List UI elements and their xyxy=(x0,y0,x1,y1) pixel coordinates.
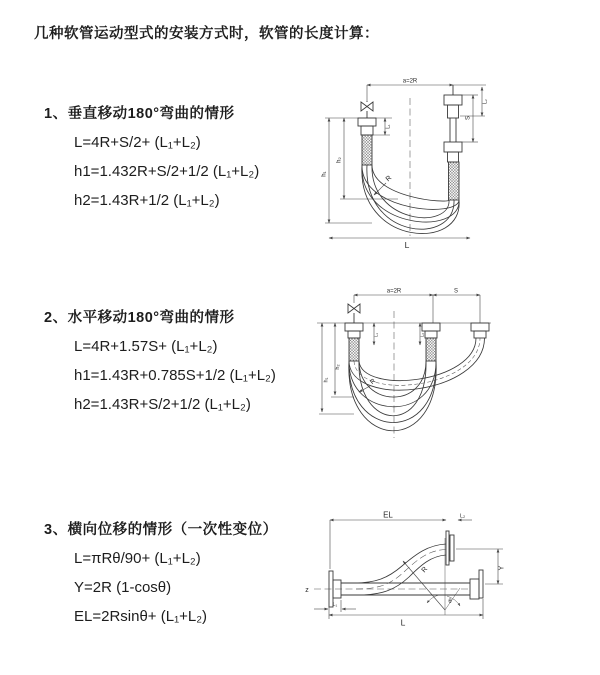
section-2-formula-h2: h2=1.43R+S/2+1/2 (L₁+L₂) xyxy=(74,396,251,413)
section-1-formula-h1: h1=1.432R+S/2+1/2 (L₁+L₂) xyxy=(74,163,260,180)
d2-fittings xyxy=(345,304,489,361)
d1-label-s: S xyxy=(465,115,472,121)
diagram-2-drawing xyxy=(310,283,600,468)
diagram-1-drawing xyxy=(312,72,592,272)
d3-label-l2: L₂ xyxy=(460,513,466,520)
d2-label-s: S xyxy=(453,288,459,295)
page-title: 几种软管运动型式的安装方式时，软管的长度计算： xyxy=(34,26,379,42)
d3-label-theta: θ xyxy=(448,599,452,605)
d1-labels xyxy=(322,79,489,251)
d1-label-r: R xyxy=(384,174,394,184)
d1-label-l: L xyxy=(404,240,410,250)
section-3-formula-EL: EL=2Rsinθ+ (L₁+L₂) xyxy=(74,608,208,625)
d3-label-l1: L₁ xyxy=(332,602,338,608)
d1-label-l2: L₂ xyxy=(482,99,489,104)
d2-dimensions xyxy=(317,295,491,414)
section-3-formula-L: L=πRθ/90+ (L₁+L₂) xyxy=(74,550,201,567)
section-2-heading: 2、水平移动180°弯曲的情形 xyxy=(44,310,235,326)
d1-label-a2r: a=2R xyxy=(402,78,418,85)
section-1-heading: 1、垂直移动180°弯曲的情形 xyxy=(44,106,235,122)
d3-label-el: EL xyxy=(383,510,393,520)
d3-label-z: z xyxy=(305,587,309,594)
d2-labels xyxy=(324,289,459,387)
d2-label-h2: h₂ xyxy=(335,364,341,370)
d3-labels xyxy=(305,511,505,628)
d3-label-l: L xyxy=(400,617,406,628)
d2-label-a2r: a=2R xyxy=(386,288,402,295)
section-1-formula-L: L=4R+S/2+ (L₁+L₂) xyxy=(74,134,201,151)
d1-dimensions xyxy=(325,85,486,238)
d3-label-y: Y xyxy=(498,565,506,571)
d1-label-h1: h₁ xyxy=(321,171,328,177)
diagram-3-drawing xyxy=(300,508,600,648)
d2-label-l2: L₂ xyxy=(419,332,425,338)
d3-dimensions xyxy=(314,520,503,619)
d3-label-r: R xyxy=(420,565,430,575)
diagram-vertical-180 xyxy=(312,72,592,272)
section-2-formula-L: L=4R+1.57S+ (L₁+L₂) xyxy=(74,338,218,355)
diagram-lateral-displacement xyxy=(300,508,600,648)
d1-valve-icon xyxy=(361,102,373,111)
d2-label-h1: h₁ xyxy=(323,377,330,383)
d1-label-h2: h₂ xyxy=(336,157,343,163)
section-3-heading: 3、横向位移的情形（一次性变位） xyxy=(44,522,278,538)
d3-fittings xyxy=(329,531,483,607)
d2-hose-curves xyxy=(349,338,485,431)
section-3 xyxy=(44,520,324,627)
section-2-formula-h1: h1=1.43R+0.785S+1/2 (L₁+L₂) xyxy=(74,367,276,384)
d3-hose-curves xyxy=(341,544,446,595)
section-1 xyxy=(44,104,324,211)
section-1-formula-h2: h2=1.43R+1/2 (L₁+L₂) xyxy=(74,192,220,209)
d2-valve-icon xyxy=(348,304,360,313)
diagram-horizontal-180 xyxy=(310,283,600,468)
section-3-formula-Y: Y=2R (1-cosθ) xyxy=(74,579,172,596)
d1-label-l1: L₁ xyxy=(385,124,392,129)
d2-label-l1: L₁ xyxy=(373,332,379,338)
d2-label-r: R xyxy=(368,377,378,387)
section-2 xyxy=(44,308,324,415)
